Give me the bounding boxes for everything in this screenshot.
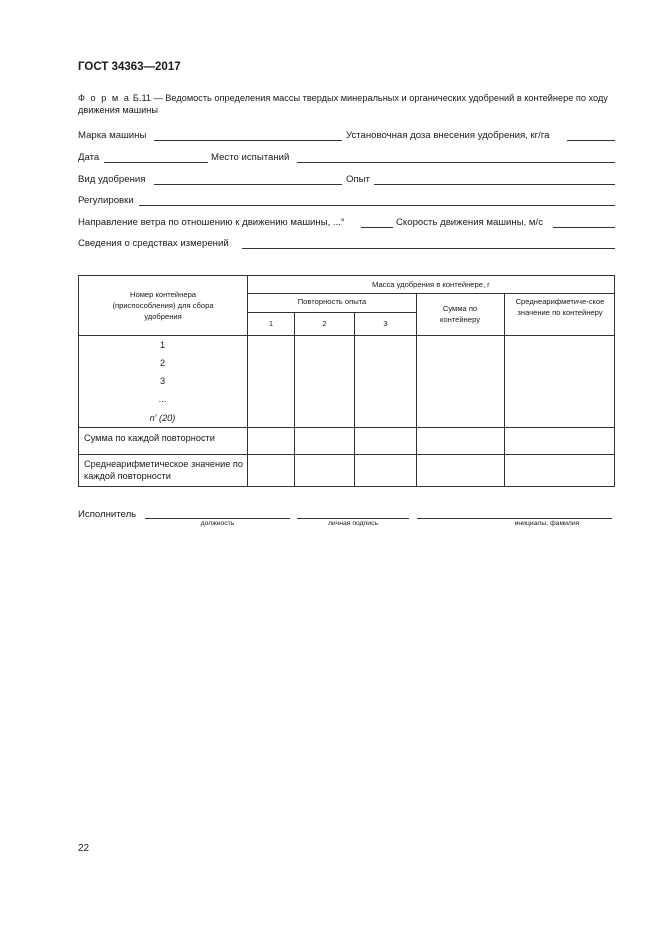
field-test-place: Место испытаний [211, 152, 290, 163]
test-place-line[interactable] [297, 162, 615, 163]
header-repeat-3: 3 [383, 319, 388, 328]
header-repeat-1: 1 [268, 319, 274, 328]
field-machine-brand: Марка машины [78, 130, 147, 141]
row-3: 3 [159, 376, 166, 386]
measurement-table [78, 275, 615, 487]
signature-caption: личная подпись [327, 520, 379, 527]
table-hline-mean [78, 454, 615, 455]
header-container: Номер контейнера (приспособления) для сбора удобрения [112, 290, 214, 321]
experiment-line[interactable] [374, 184, 615, 185]
wind-direction-line[interactable] [361, 227, 393, 228]
document-header: ГОСТ 34363—2017 [78, 61, 181, 73]
position-line[interactable] [145, 518, 290, 519]
table-vline-5 [504, 293, 505, 487]
row-sum-label: Сумма по каждой повторности [84, 433, 215, 443]
fertilizer-type-line[interactable] [154, 184, 342, 185]
header-repeat: Повторность опыта [297, 297, 367, 306]
signature-label: Исполнитель [78, 509, 137, 520]
field-date: Дата [78, 152, 100, 163]
table-vline-4 [416, 293, 417, 487]
page-number: 22 [78, 843, 90, 854]
table-hline-repeat [247, 312, 417, 313]
table-border-right [614, 275, 615, 487]
field-fertilizer-type: Вид удобрения [78, 174, 146, 185]
header-mass: Масса удобрения в контейнере, г [372, 280, 490, 289]
position-caption: должность [200, 520, 235, 527]
form-caption-text: Б.11 — Ведомость определения массы твердых минеральных и органических удобрений в контейнере по ходу движения машины [78, 93, 608, 115]
row-mean-label: Среднеарифметическое значение по каждой повторности [84, 459, 243, 481]
instruments-line[interactable] [242, 248, 615, 249]
row-2: 2 [159, 358, 166, 368]
row-ellipsis: ... [158, 394, 167, 404]
row-n: n′ (20) [149, 413, 176, 423]
table-hline-sum [78, 427, 615, 428]
fertilizer-dose-line[interactable] [567, 140, 615, 141]
name-line[interactable] [417, 518, 612, 519]
table-hline-header [78, 335, 615, 336]
wind-speed-line[interactable] [553, 227, 615, 228]
table-vline-3 [354, 312, 355, 487]
field-instruments: Сведения о средствах измерений [78, 238, 229, 249]
field-wind-direction: Направление ветра по отношению к движению машины, ...° [78, 217, 345, 228]
adjustments-line[interactable] [139, 205, 615, 206]
date-line[interactable] [104, 162, 208, 163]
field-wind-speed: Скорость движения машины, м/с [396, 217, 543, 228]
form-caption [78, 92, 618, 116]
table-border-top [78, 275, 615, 276]
field-adjustments: Регулировки [78, 195, 134, 206]
header-repeat-2: 2 [322, 319, 327, 328]
header-sum: Сумма по контейнеру [439, 304, 481, 324]
field-fertilizer-dose: Установочная доза внесения удобрения, кг/га [346, 130, 550, 141]
signature-line[interactable] [297, 518, 409, 519]
field-experiment: Опыт [346, 174, 370, 185]
table-vline-2 [294, 312, 295, 487]
table-hline-mass [247, 293, 615, 294]
machine-brand-line[interactable] [154, 140, 342, 141]
name-caption: инициалы, фамилия [514, 520, 580, 527]
form-caption-prefix: Ф о р м а [78, 93, 131, 103]
row-1: 1 [159, 340, 166, 350]
header-mean: Среднеарифметиче-ское значение по контейнеру [515, 297, 605, 317]
table-border-bottom [78, 486, 615, 487]
